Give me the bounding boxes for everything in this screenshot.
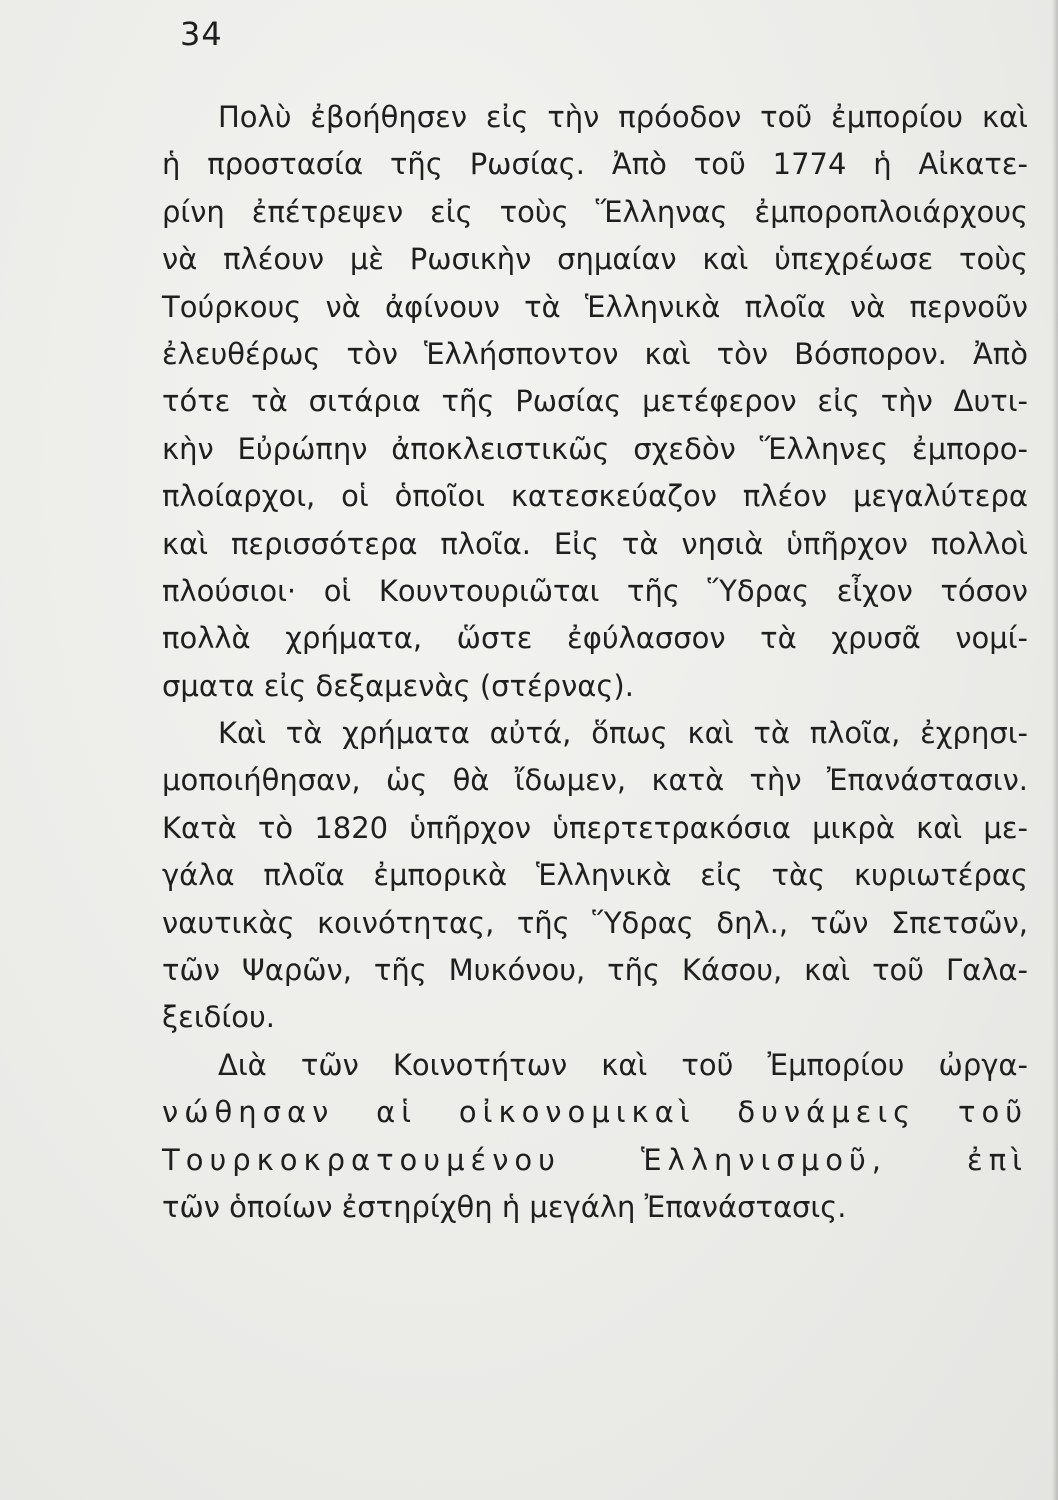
text-line: σματα εἰς δεξαμενὰς (στέρνας). <box>162 668 634 703</box>
text-line: ξειδίου. <box>162 1000 275 1035</box>
text-line: νὰ πλέουν μὲ Ρωσικὴν σημαίαν καὶ ὑπεχρέωσε τοὺς <box>162 242 1028 277</box>
text-line: Τούρκους νὰ ἀφίνουν τὰ Ἑλληνικὰ πλοῖα νὰ περνοῦν <box>162 289 1028 324</box>
text-line: Κατὰ τὸ 1820 ὑπῆρχον ὑπερτετρακόσια μικρὰ καὶ με- <box>162 810 1028 845</box>
text-line: τῶν ὁποίων ἐστηρίχθη ἡ μεγάλη Ἐπανάστασις. <box>162 1189 847 1224</box>
page-edge-shadow <box>1052 0 1058 1500</box>
text-line: γάλα πλοῖα ἐμπορικὰ Ἑλληνικὰ εἰς τὰς κυριωτέρας <box>162 858 1028 893</box>
text-line: μοποιήθησαν, ὡς θὰ ἴδωμεν, κατὰ τὴν Ἐπανάστασιν. <box>162 763 1028 798</box>
text-line: πολλὰ χρήματα, ὥστε ἐφύλασσον τὰ χρυσᾶ νομί- <box>162 621 1028 656</box>
text-line: πλούσιοι· οἱ Κουντουριῶται τῆς Ὕδρας εἶχον τόσον <box>162 573 1028 608</box>
text-line: τότε τὰ σιτάρια τῆς Ρωσίας μετέφερον εἰς τὴν Δυτι- <box>162 384 1028 419</box>
text-line: κὴν Εὐρώπην ἀποκλειστικῶς σχεδὸν Ἕλληνες ἐμπορο- <box>162 431 1028 466</box>
body-text <box>162 94 1028 1231</box>
text-line: ναυτικὰς κοινότητας, τῆς Ὕδρας δηλ., τῶν Σπετσῶν, <box>162 905 1028 940</box>
text-line: ρίνη ἐπέτρεψεν εἰς τοὺς Ἕλληνας ἐμποροπλοιάρχους <box>162 194 1028 229</box>
page-number: 34 <box>180 15 223 53</box>
text-line: Διὰ τῶν Κοινοτήτων καὶ τοῦ Ἐμπορίου ὠργα- <box>218 1047 1028 1082</box>
text-line: ἐλευθέρως τὸν Ἑλλήσποντον καὶ τὸν Βόσπορον. Ἀπὸ <box>162 336 1028 371</box>
text-line: Καὶ τὰ χρήματα αὐτά, ὅπως καὶ τὰ πλοῖα, ἐχρησι- <box>218 716 1028 751</box>
text-line: καὶ περισσότερα πλοῖα. Εἰς τὰ νησιὰ ὑπῆρχον πολλοὶ <box>162 526 1028 561</box>
text-line: πλοίαρχοι, οἱ ὁποῖοι κατεσκεύαζον πλέον μεγαλύτερα <box>162 479 1028 514</box>
text-line: τῶν Ψαρῶν, τῆς Μυκόνου, τῆς Κάσου, καὶ τοῦ Γαλα- <box>162 953 1028 988</box>
text-line-emphasized: Τουρκοκρατουμένου Ἑλληνισμοῦ, ἐπὶ <box>162 1142 1028 1177</box>
text-line-emphasized: νώθησαν αἱ οἰκονομικαὶ δυνάμεις τοῦ <box>162 1095 1028 1130</box>
text-line: Πολὺ ἐβοήθησεν εἰς τὴν πρόοδον τοῦ ἐμπορίου καὶ <box>218 100 1028 134</box>
text-line: ἡ προστασία τῆς Ρωσίας. Ἀπὸ τοῦ 1774 ἡ Αἰκατε- <box>162 147 1028 182</box>
